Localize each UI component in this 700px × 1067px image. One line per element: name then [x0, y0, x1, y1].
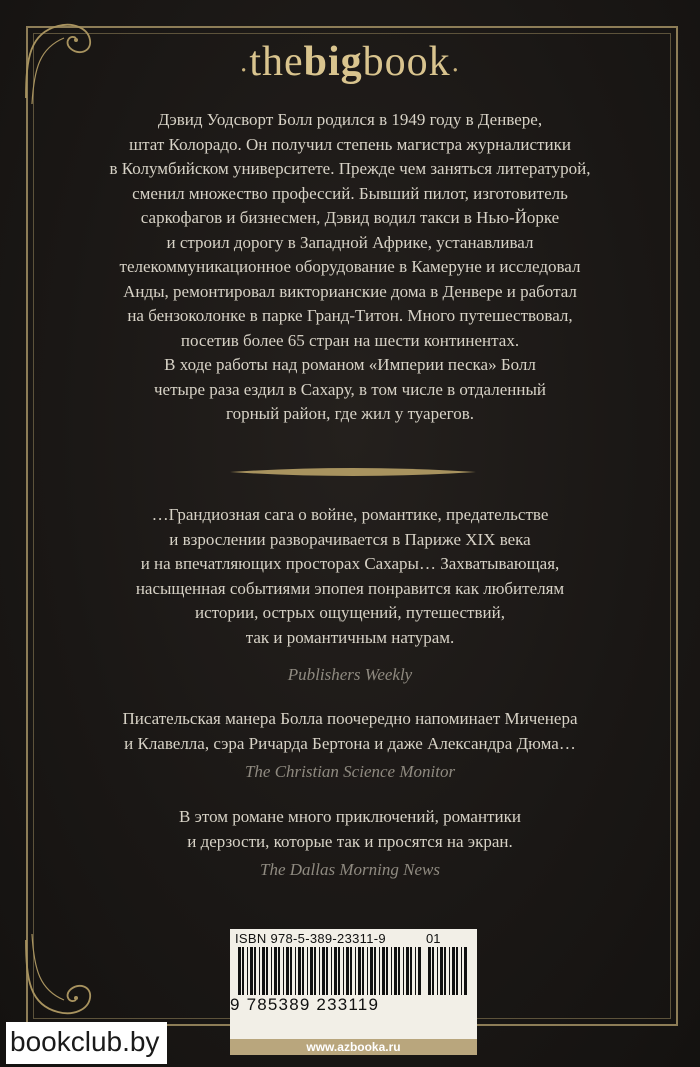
quote-line: В этом романе много приключений, романтики	[179, 807, 521, 826]
bio-line: четыре раза ездил в Сахару, в том числе в отдаленный	[154, 379, 546, 399]
bio-line: В ходе работы над романом «Империи песка» Болл	[164, 355, 536, 374]
author-bio	[60, 108, 640, 427]
bio-line: Анды, ремонтировал викторианские дома в Денвере и работал	[123, 281, 577, 301]
series-logo	[0, 38, 700, 87]
bio-line: сменил множество профессий. Бывший пилот, изготовитель	[132, 183, 568, 203]
quote-line: Писательская манера Болла поочередно напоминает Миченера	[122, 709, 578, 728]
logo-dot: ·	[239, 55, 250, 87]
watermark: bookclub.by	[6, 1022, 167, 1064]
ean-digits: 9 785389 233119	[230, 995, 380, 1014]
review-quote-1	[60, 503, 640, 650]
isbn-addon: 01	[426, 931, 441, 946]
review-source-3: The Dallas Morning News	[260, 860, 440, 879]
bio-line: горный район, где жил у туарегов.	[226, 404, 474, 423]
bio-line: Дэвид Уодсворт Болл родился в 1949 году в Денвере,	[157, 110, 543, 129]
bio-line: в Колумбийском университете. Прежде чем заняться литературой,	[109, 159, 591, 178]
review-source-1: Publishers Weekly	[287, 665, 413, 684]
publisher-url: www.azbooka.ru	[230, 1039, 477, 1055]
quote-line: …Грандиозная сага о войне, романтике, предательстве	[151, 505, 549, 524]
addon-bars-icon	[428, 947, 468, 1015]
logo-book: book	[362, 39, 451, 85]
quote-line: и Клавелла, сэра Ричарда Бертона и даже Александра Дюма…	[124, 733, 576, 753]
quote-line: истории, острых ощущений, путешествий,	[195, 603, 505, 622]
quote-line: и на впечатляющих просторах Сахары… Захватывающая,	[140, 554, 560, 573]
bio-line: телекоммуникационное оборудование в Камеруне и исследовал	[119, 257, 581, 276]
logo-dot: ·	[450, 55, 461, 87]
review-quote-2	[60, 707, 640, 756]
quote-line: так и романтичным натурам.	[245, 627, 455, 647]
review-quote-3	[60, 805, 640, 854]
quote-line: и взрослении разворачивается в Париже XIX века	[169, 529, 531, 549]
ornament-divider-icon	[228, 466, 478, 478]
review-source-2: The Christian Science Monitor	[244, 762, 456, 781]
logo-the: the	[249, 39, 304, 85]
logo-big: big	[303, 39, 363, 85]
isbn-barcode	[230, 929, 477, 1039]
bio-line: и строил дорогу в Западной Африке, устанавливал	[166, 232, 534, 252]
corner-ornament-icon	[18, 930, 98, 1020]
bio-line: саркофагов и бизнесмен, Дэвид водил такси в Нью-Йорке	[140, 208, 560, 227]
bio-line: посетив более 65 стран на шести континентах.	[180, 330, 520, 350]
bio-line: на бензоколонке в парке Гранд-Титон. Много путешествовал,	[127, 306, 573, 325]
quote-line: и дерзости, которые так и просятся на экран.	[187, 831, 513, 851]
bio-line: штат Колорадо. Он получил степень магистра журналистики	[129, 134, 571, 154]
quote-line: насыщенная событиями эпопея понравится как любителям	[135, 578, 565, 598]
isbn-number: ISBN 978-5-389-23311-9	[235, 931, 386, 946]
